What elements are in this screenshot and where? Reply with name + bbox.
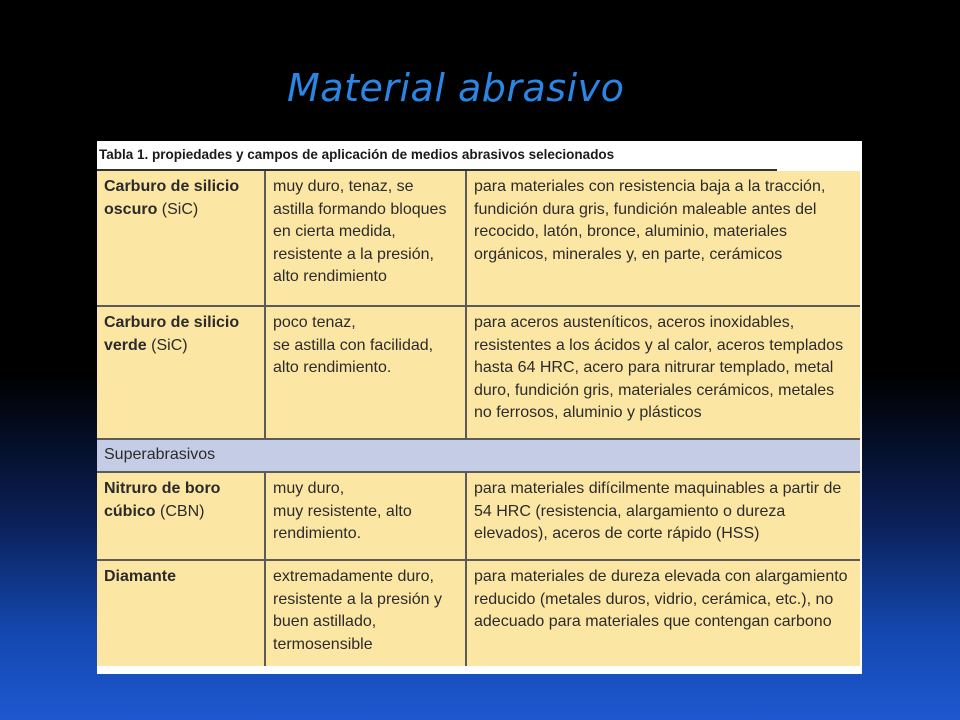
applications-cell: para materiales de dureza elevada con alargamiento reducido (metales duros, vidrio, cerámica, etc.), no adecuado para materiales que contengan carbono [465,561,860,666]
table-row [97,171,860,305]
applications-cell: para materiales difícilmente maquinables a partir de 54 HRC (resistencia, alargamiento o dureza elevados), aceros de corte rápido (HSS) [465,473,860,559]
table-row [97,473,860,559]
material-cell [97,307,264,438]
slide-title: Material abrasivo [287,66,625,110]
material-name: Nitruro de boro cúbico [104,480,221,520]
table-row [97,561,860,666]
material-formula: (CBN) [160,502,205,520]
material-formula: (SiC) [151,336,188,354]
properties-cell: muy duro, tenaz, se astilla formando bloques en cierta medida, resistente a la presión, alto rendimiento [264,171,465,305]
material-name: Diamante [104,568,177,585]
material-name: Carburo de silicio verde [104,314,240,354]
section-header: Superabrasivos [97,440,860,471]
material-name: Carburo de silicio oscuro [104,178,240,218]
table-row [97,307,860,438]
table-caption: Tabla 1. propiedades y campos de aplicación de medios abrasivos selecionados [99,147,615,162]
applications-cell: para aceros austeníticos, aceros inoxidables, resistentes a los ácidos y al calor, aceros templados hasta 64 HRC, acero para nitrurar templado, metal duro, fundición gris, materiales cerámicos, metales no ferrosos, aluminio y plásticos [465,307,860,438]
material-formula: (SiC) [161,200,199,218]
material-cell [97,473,264,559]
properties-cell: poco tenaz, se astilla con facilidad, alto rendimiento. [264,307,465,438]
material-cell [97,171,264,305]
abrasives-table [97,141,862,674]
properties-cell: extremadamente duro, resistente a la presión y buen astillado, termosensible [264,561,465,666]
properties-cell: muy duro, muy resistente, alto rendimiento. [264,473,465,559]
applications-cell: para materiales con resistencia baja a la tracción, fundición dura gris, fundición maleable antes del recocido, latón, bronce, aluminio, materiales orgánicos, minerales y, en parte, cerámicos [465,171,860,305]
material-cell [97,561,264,666]
